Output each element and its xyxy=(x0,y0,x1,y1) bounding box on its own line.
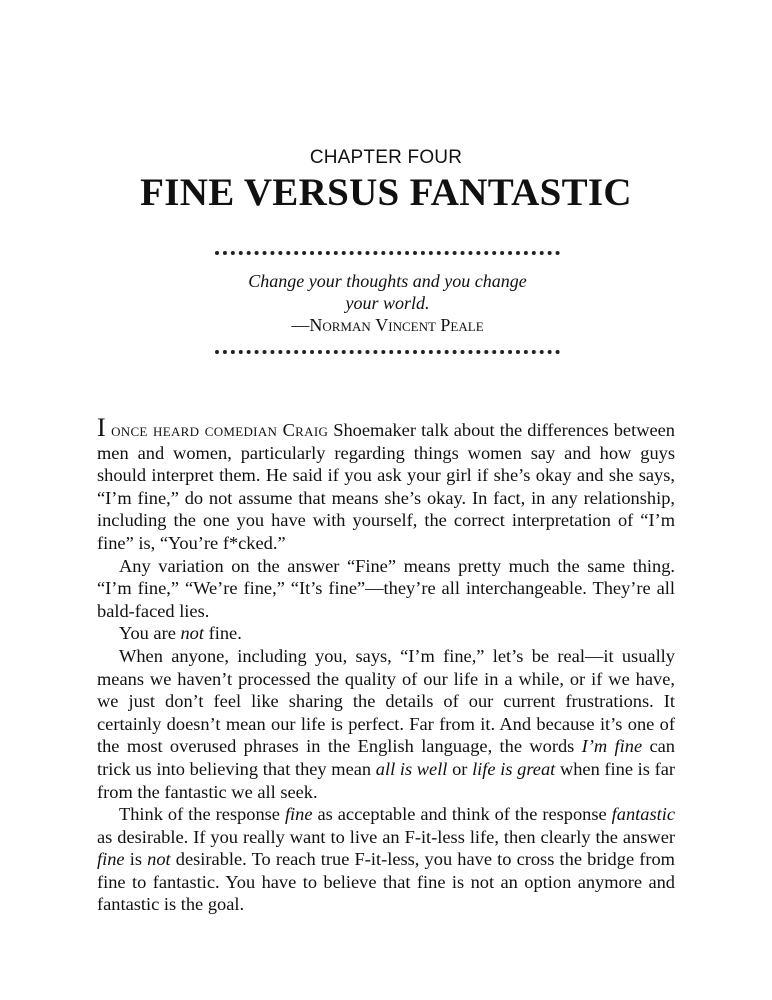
paragraph-4-text-c: or xyxy=(447,758,473,779)
paragraph-4-text-b: can trick us into believing that they mean xyxy=(97,736,675,779)
author-middle-name: Vincent xyxy=(375,315,436,335)
drop-cap: I xyxy=(97,413,106,442)
paragraph-4 xyxy=(97,645,675,803)
author-first-name: Norman xyxy=(309,315,371,335)
paragraph-1-text: Shoemaker talk about the differences between men and women, particularly regarding things women say and how guys should interpret them. He said if you ask your girl if she’s okay and she says, “I’m fine,” do not assume that means she’s okay. In fact, in any relationship, including the one you have with yourself, the correct interpretation of “I’m fine” is, “You’re f*cked.” xyxy=(97,420,675,553)
epigraph-bottom-rule xyxy=(215,350,560,354)
paragraph-5-emphasis-4: not xyxy=(147,849,171,870)
paragraph-4-emphasis-2: all is well xyxy=(375,758,448,779)
chapter-body xyxy=(97,413,676,916)
paragraph-5-text-c: as desirable. If you really want to live an F-it-less life, then clearly the answer xyxy=(97,826,675,847)
paragraph-5-emphasis-1: fine xyxy=(284,804,313,825)
paragraph-4-emphasis-1: I’m fine xyxy=(581,736,643,757)
attribution-dash: — xyxy=(291,315,310,335)
paragraph-5-text-d: is xyxy=(124,849,148,870)
paragraph-1 xyxy=(97,413,675,555)
epigraph-top-rule xyxy=(215,251,560,255)
lead-in-small-caps: once heard comedian Craig xyxy=(105,420,329,440)
paragraph-3-emphasis: not xyxy=(180,623,204,644)
paragraph-5-emphasis-3: fine xyxy=(97,849,125,870)
paragraph-4-text-a: When anyone, including you, says, “I’m fine,” let’s be real—it usually means we haven’t processed the quality of our life in a while, or if we have, we just don’t feel like sharing the details of our current frustrations. It certainly doesn’t mean our life is perfect. Far from it. And because it’s one of the most overused phrases in the English language, the words xyxy=(97,645,675,757)
paragraph-4-emphasis-3: life is great xyxy=(472,758,556,779)
paragraph-5-text-b: as acceptable and think of the response xyxy=(312,804,612,825)
paragraph-5 xyxy=(97,803,675,916)
epigraph-quote xyxy=(215,270,560,314)
chapter-label: CHAPTER FOUR xyxy=(309,147,463,168)
author-last-name: Peale xyxy=(440,315,484,335)
paragraph-5-emphasis-2: fantastic xyxy=(611,804,675,825)
paragraph-4-text-d: when fine is far from the fantastic we all seek. xyxy=(97,758,676,802)
paragraph-5-text-e: desirable. To reach true F-it-less, you have to cross the bridge from fine to fantastic. You have to believe that fine is not an option anymore and fantastic is the goal. xyxy=(97,849,675,915)
epigraph xyxy=(215,270,560,336)
epigraph-quote-line2: your world. xyxy=(345,293,430,313)
paragraph-5-text-a: Think of the response xyxy=(119,804,285,825)
paragraph-3-text-b: fine. xyxy=(204,623,242,644)
epigraph-quote-line1: Change your thoughts and you change xyxy=(248,271,527,291)
paragraph-3 xyxy=(97,622,675,645)
paragraph-2: Any variation on the answer “Fine” means pretty much the same thing. “I’m fine,” “We’re fine,” “It’s fine”—they’re all interchangeable. They’re all bald-faced lies. xyxy=(97,555,675,621)
chapter-title: FINE VERSUS FANTASTIC xyxy=(140,171,632,214)
epigraph-attribution xyxy=(215,314,560,336)
paragraph-3-text-a: You are xyxy=(119,623,181,644)
